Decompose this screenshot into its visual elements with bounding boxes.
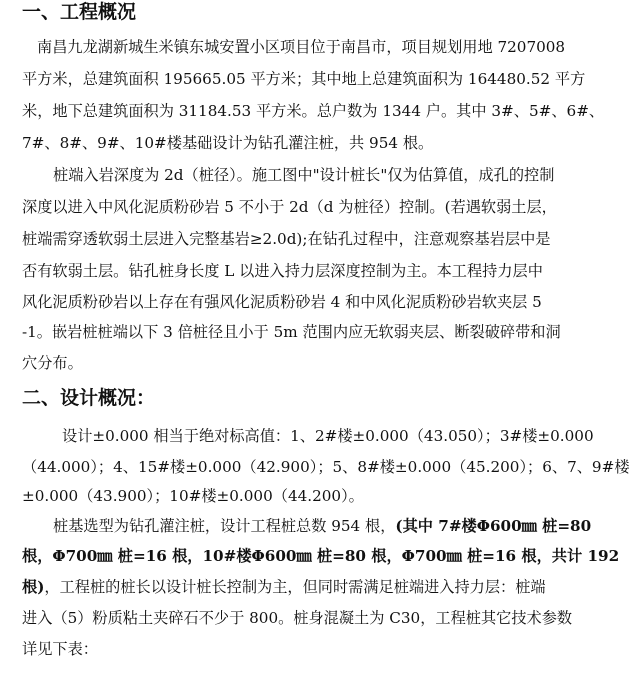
text-line-mixed — [22, 577, 546, 597]
text-line-bold: 根，Φ700㎜ 桩=16 根，10#楼Φ600㎜ 桩=80 根，Φ700㎜ 桩=16 根，共计 192 — [22, 547, 620, 565]
text-normal: 桩基选型为钻孔灌注桩，设计工程桩总数 954 根， — [53, 517, 396, 535]
text-line: 平方米，总建筑面积 195665.05 平方米；其中地上总建筑面积为 164480.52 平方 — [22, 70, 586, 88]
text-line: 否有软弱土层。钻孔桩身长度 L 以进入持力层深度控制为主。本工程持力层中 — [22, 262, 543, 280]
text-line: 风化泥质粉砂岩以上存在有强风化泥质粉砂岩 4 和中风化泥质粉砂岩软夹层 5 — [22, 293, 542, 311]
text-line: ±0.000（43.900）；10#楼±0.000（44.200）。 — [22, 487, 364, 505]
text-line: 深度以进入中风化泥质粉砂岩 5 不小于 2d（d 为桩径）控制。(若遇软弱土层， — [22, 198, 557, 216]
section-heading-design-overview: 二、设计概况： — [22, 387, 156, 409]
text-line: 穴分布。 — [22, 354, 83, 372]
text-line: 7#、8#、9#、10#楼基础设计为钻孔灌注桩，共 954 根。 — [22, 134, 434, 152]
text-line: 南昌九龙湖新城生米镇东城安置小区项目位于南昌市，项目规划用地 7207008 — [37, 38, 566, 56]
section-heading-project-overview: 一、工程概况 — [22, 1, 137, 23]
text-line: 桩端入岩深度为 2d（桩径）。施工图中"设计桩长"仅为估算值，成孔的控制 — [53, 166, 555, 184]
text-bold: 根) — [22, 578, 45, 596]
text-line: -1。嵌岩桩桩端以下 3 倍桩径且小于 5m 范围内应无软弱夹层、断裂破碎带和洞 — [22, 323, 561, 341]
text-line: 详见下表： — [22, 640, 98, 658]
text-normal: ，工程桩的桩长以设计桩长控制为主，但同时需满足桩端进入持力层：桩端 — [44, 578, 546, 596]
text-line: 设计±0.000 相当于绝对标高值：1、2#楼±0.000（43.050）；3#楼±0.000 — [62, 427, 594, 445]
text-line: 进入（5）粉质粘土夹碎石不少于 800。桩身混凝土为 C30，工程桩其它技术参数 — [22, 609, 573, 627]
text-line: 桩端需穿透软弱土层进入完整基岩≥2.0d);在钻孔过程中，注意观察基岩层中是 — [22, 230, 551, 248]
text-bold: (其中 7#楼Φ600㎜ 桩=80 — [395, 517, 592, 535]
text-line: 米，地下总建筑面积为 31184.53 平方米。总户数为 1344 户。其中 3#、5#、6#、 — [22, 102, 605, 120]
text-line: （44.000）；4、15#楼±0.000（42.900）；5、8#楼±0.000（45.200）；6、7、9#楼 — [22, 458, 630, 476]
text-line-mixed — [53, 516, 591, 536]
